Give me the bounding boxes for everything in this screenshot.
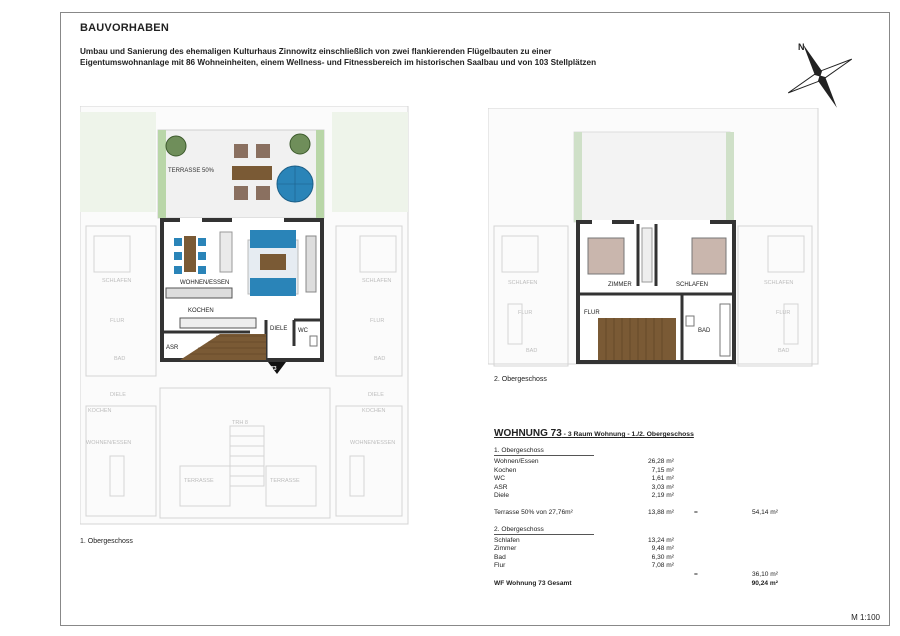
ghost-label-schlafen-left: SCHLAFEN xyxy=(102,278,132,284)
ghost-label-schlafen-left: SCHLAFEN xyxy=(508,280,538,286)
ghost-label-terrasse-left: TERRASSE xyxy=(184,478,214,484)
washbasin xyxy=(686,316,694,326)
grand-total-row: WF Wohnung 73 Gesamt 90,24 m² xyxy=(494,579,778,587)
room-label-wc: WC xyxy=(298,328,308,334)
ghost-label-bad-right: BAD xyxy=(778,348,790,354)
dining-chair xyxy=(198,266,206,274)
room-label-diele: DIELE xyxy=(270,326,288,332)
terrace-chair xyxy=(234,144,248,158)
area-row: Kochen 7,15 m² xyxy=(494,466,674,474)
coffee-table xyxy=(260,254,286,270)
room-label-flur: FLUR xyxy=(584,310,600,316)
dining-chair xyxy=(198,238,206,246)
dining-table xyxy=(184,236,196,272)
ghost-label-flur-left: FLUR xyxy=(518,310,533,316)
ghost-label-flur-left: FLUR xyxy=(110,318,125,324)
terrace-chair xyxy=(234,186,248,200)
ghost-label-bad-left: BAD xyxy=(114,356,126,362)
kitchen-counter xyxy=(166,288,232,298)
terrace-table xyxy=(232,166,272,180)
window-opening xyxy=(180,218,202,223)
fireplace xyxy=(220,232,232,272)
sofa xyxy=(250,230,296,248)
description-line-1: Umbau und Sanierung des ehemaligen Kulturhaus Zinnowitz einschließlich von zwei flankierenden Flügelbauten zu einer xyxy=(80,47,552,56)
dining-chair xyxy=(174,252,182,260)
area-row: Wohnen/Essen 26,28 m² xyxy=(494,458,674,465)
plant-icon xyxy=(290,134,310,154)
compass-north-label: N xyxy=(798,42,805,52)
description-line-2: Eigentumswohnanlage mit 86 Wohneinheiten, einem Wellness- und Fitnessbereich im historischen Saalbau und von 103 Stellplätzen xyxy=(80,58,597,67)
window-opening xyxy=(592,220,612,225)
dining-chair xyxy=(174,266,182,274)
terrace-row: Terrasse 50% von 27,76m² 13,88 m² = 54,14 m² xyxy=(494,508,778,516)
tv-sideboard xyxy=(306,236,316,292)
dining-chair xyxy=(174,238,182,246)
area-row: WC 1,61 m² xyxy=(494,475,674,483)
staircase-2og xyxy=(598,318,676,360)
area-row: Bad 6,30 m² xyxy=(494,553,674,561)
sofa xyxy=(250,278,296,296)
ghost-label-schlafen-right: SCHLAFEN xyxy=(764,280,794,286)
bed xyxy=(692,238,726,274)
area-row: Diele 2,19 m² xyxy=(494,492,674,500)
ghost-label-flur-right: FLUR xyxy=(370,318,385,324)
bathtub xyxy=(720,304,730,356)
ghost-label-bad-right: BAD xyxy=(374,356,386,362)
ghost-label-diele-right: DIELE xyxy=(368,392,384,398)
project-title: BAUVORHABEN xyxy=(80,22,169,34)
window-opening xyxy=(634,220,710,225)
room-label-wohnen-essen: WOHNEN/ESSEN xyxy=(180,280,230,286)
dining-chair xyxy=(198,252,206,260)
area-row: Flur 7,08 m² xyxy=(494,562,674,570)
ghost-label-kochen-right: KOCHEN xyxy=(362,408,386,414)
plant-icon xyxy=(166,136,186,156)
unit-title-sub: - 3 Raum Wohnung - 1./2. Obergeschoss xyxy=(561,431,694,438)
window-opening xyxy=(232,218,284,223)
bed xyxy=(588,238,624,274)
room-label-bad: BAD xyxy=(698,328,711,334)
rows-2og xyxy=(494,537,794,571)
terrace-green-strip-right xyxy=(316,130,324,218)
unit-number-label: 73 xyxy=(271,366,277,372)
room-label-zimmer: ZIMMER xyxy=(608,282,632,288)
room-label-terrasse: TERRASSE 50% xyxy=(168,168,215,174)
unit-title-main: WOHNUNG 73 xyxy=(494,428,562,439)
area-row: Schlafen 13,24 m² xyxy=(494,536,674,544)
compass-icon xyxy=(780,36,860,116)
project-description xyxy=(80,46,720,68)
ghost-label-treppe: TRH 8 xyxy=(232,420,248,426)
floor-plan-2og xyxy=(488,108,820,368)
plan2-caption: 2. Obergeschoss xyxy=(494,376,547,383)
scale-label: M 1:100 xyxy=(851,613,880,622)
ghost-label-kochen-left: KOCHEN xyxy=(88,408,112,414)
ghost-label-bad-left: BAD xyxy=(526,348,538,354)
section-rule xyxy=(494,534,594,535)
rows-1og xyxy=(494,458,794,501)
wc-fixture xyxy=(310,336,317,346)
area-table xyxy=(494,428,794,588)
terrace-green-strip-left xyxy=(158,130,166,218)
subtotal-row: = 36,10 m² xyxy=(694,570,778,578)
floor-plan-1og xyxy=(80,106,410,526)
room-label-asr: ASR xyxy=(166,345,179,351)
area-row: ASR 3,03 m² xyxy=(494,483,674,491)
section-1og-title: 1. Obergeschoss xyxy=(494,447,544,454)
room-label-kochen: KOCHEN xyxy=(188,308,214,314)
ghost-label-wohnen-right: WOHNEN/ESSEN xyxy=(350,440,396,446)
terrace-chair xyxy=(256,144,270,158)
section-2og-title: 2. Obergeschoss xyxy=(494,525,544,533)
plan1-caption: 1. Obergeschoss xyxy=(80,538,133,545)
terrace-chair xyxy=(256,186,270,200)
room-label-schlafen: SCHLAFEN xyxy=(676,282,709,288)
ghost-label-terrasse-right: TERRASSE xyxy=(270,478,300,484)
ghost-label-schlafen-right: SCHLAFEN xyxy=(362,278,392,284)
ghost-label-flur-right: FLUR xyxy=(776,310,791,316)
section-rule xyxy=(494,455,594,456)
ghost-label-diele-left: DIELE xyxy=(110,392,126,398)
kitchen-unit xyxy=(180,318,256,328)
unit-title xyxy=(494,428,794,439)
ghost-label-wohnen-left: WOHNEN/ESSEN xyxy=(86,440,132,446)
wardrobe xyxy=(642,228,652,282)
area-row: Zimmer 9,48 m² xyxy=(494,545,674,553)
